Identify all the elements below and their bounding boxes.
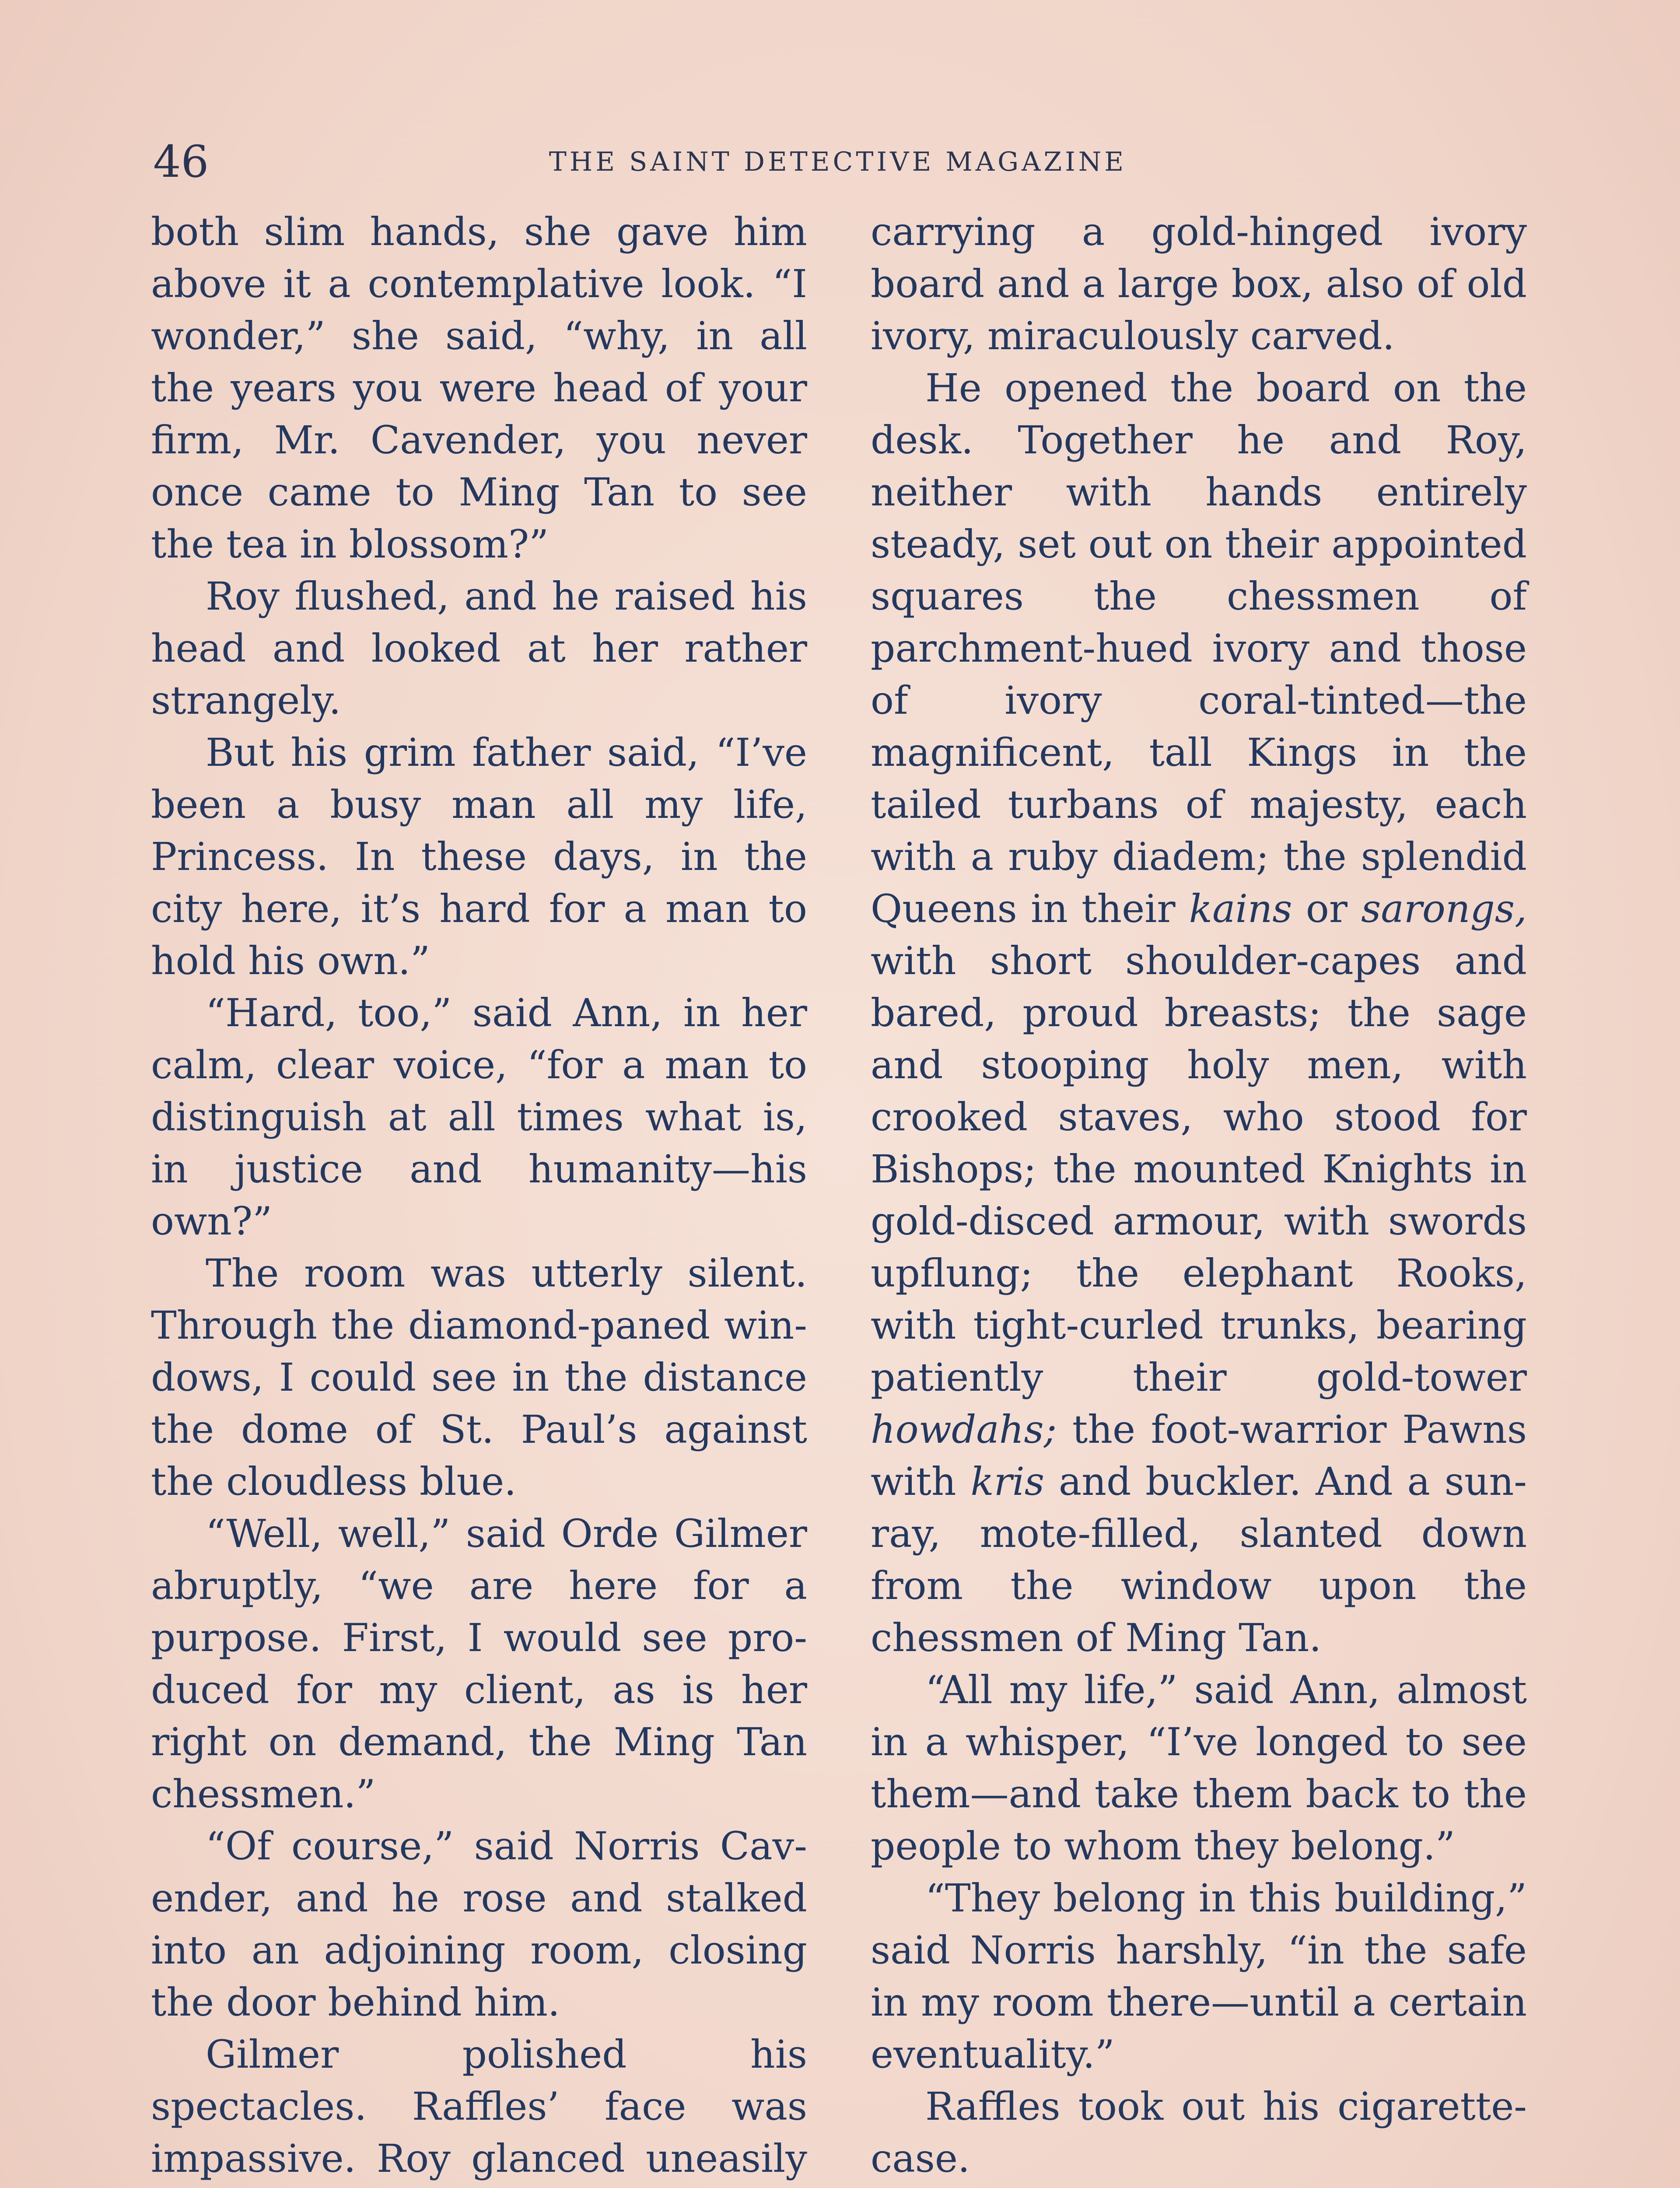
text-run: and buckler. And a sun-ray, mote-filled, slanted down from the window upon the chessmen of Ming Tan. [871, 1459, 1527, 1660]
paragraph: carrying a gold-hinged ivory board and a large box, also of old ivory, miraculously carved. [871, 209, 1527, 358]
paragraph [871, 362, 1527, 1664]
running-title: THE SAINT DETECTIVE MAGAZINE [549, 147, 1127, 177]
text-run: or [1292, 886, 1362, 931]
paragraph: “All my life,” said Ann, almost in a whisper, “I’ve longed to see them—and take them back to the people to whom they belong.” [871, 1667, 1527, 1869]
left-text-column [151, 206, 807, 2188]
text-run: with short shoulder-capes and bared, proud breasts; the sage and stooping holy men, with crooked staves, who stood for Bishops; the mounted Knights in gold-disced armour, with swords upflung; the elephant Rooks, with tight-curled trunks, bearing patiently their gold-tower [871, 938, 1527, 1400]
italic-word: kris [970, 1459, 1045, 1504]
italic-word: howdahs; [871, 1407, 1057, 1452]
right-text-column [871, 206, 1527, 2188]
paragraph: Raffles took out his cigarette-case. [871, 2084, 1527, 2181]
text-run: He opened the board on the desk. Together he and Roy, neither with hands entirely steady, set out on their appointed squares the chessmen of parchment-hued ivory and those of ivory coral-tinted—the magnificent, tall Kings in the tailed turbans of majesty, each with a ruby diadem; the splendid Queens in their [871, 365, 1527, 931]
paragraph: “Of course,” said Norris Cavender, and he rose and stalked into an adjoining room, closing the door behind him. [151, 1823, 807, 2025]
page-header [153, 131, 1522, 193]
paragraph: Gilmer polished his spectacles. Raffles’ face was impassive. Roy glanced uneasily [151, 2032, 807, 2181]
page-number: 46 [153, 136, 209, 187]
paragraph: Roy flushed, and he raised his head and looked at her rather strangely. [151, 574, 807, 723]
paragraph: “Well, well,” said Orde Gilmer abruptly, “we are here for a purpose. First, I would see produced for my client, as is her right on demand, the Ming Tan chessmen.” [151, 1511, 807, 1816]
italic-word: kains [1189, 886, 1292, 931]
italic-word: sarongs, [1361, 886, 1527, 931]
paragraph: But his grim father said, “I’ve been a busy man all my life, Princess. In these days, in the city here, it’s hard for a man to hold his own.” [151, 730, 807, 983]
paragraph [871, 2184, 1527, 2188]
paragraph: The room was utterly silent. Through the diamond-paned windows, I could see in the distance the dome of St. Paul’s against the cloudless blue. [151, 1251, 807, 1504]
text-run: the foot-warrior Pawns with [871, 1407, 1527, 1504]
paragraph: “Hard, too,” said Ann, in her calm, clear voice, “for a man to distinguish at all times what is, in justice and humanity—his own?” [151, 990, 807, 1244]
paragraph: “They belong in this building,” said Norris harshly, “in the safe in my room there—until a certain eventuality.” [871, 1876, 1527, 2077]
paragraph: both slim hands, she gave him above it a contemplative look. “I wonder,” she said, “why, in all the years you were head of your firm, Mr. Cavender, you never once came to Ming Tan to see the tea in blossom?” [151, 209, 807, 567]
